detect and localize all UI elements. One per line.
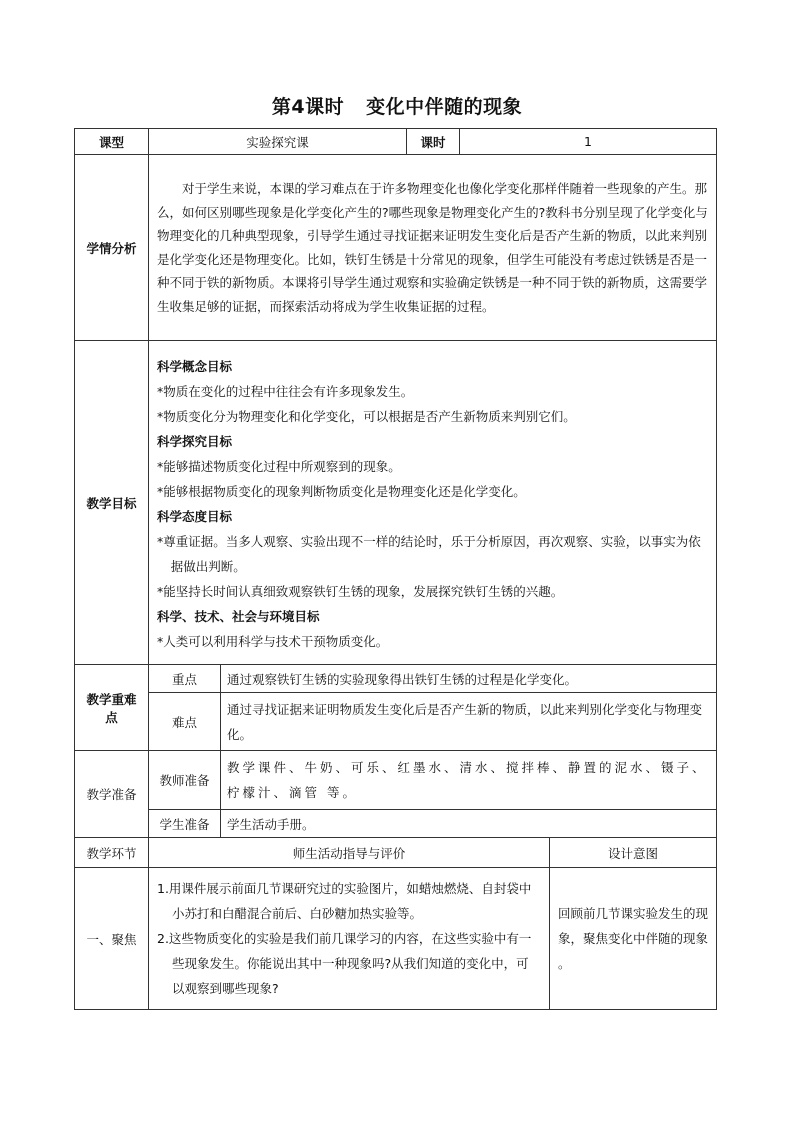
teacher-prep-row xyxy=(75,751,717,810)
process-header-row xyxy=(75,838,717,868)
focus-label: 重点 xyxy=(149,665,221,693)
focus-row xyxy=(75,665,717,693)
step-column-header: 教学环节 xyxy=(75,838,149,868)
page-title xyxy=(0,92,794,119)
step-one-intent: 回顾前几节课实验发生的现象，聚焦变化中伴随的现象 。 xyxy=(550,868,717,1010)
step-one-item-1: 1.用课件展示前面几节课研究过的实验图片，如蜡烛燃烧、自封袋中小苏打和白醋混合前后、白砂糖加热实验等。 xyxy=(157,881,532,921)
lesson-number: 第4课时 xyxy=(271,96,345,118)
difficulty-label: 难点 xyxy=(149,693,221,751)
attitude-goal-1: *尊重证据。当多人观察、实验出现不一样的结论时，乐于分析原因，再次观察、实验，以事实为依据做出判断。 xyxy=(157,533,701,574)
course-hours-value: 1 xyxy=(460,129,717,155)
concept-goal-2: *物质变化分为物理变化和化学变化，可以根据是否产生新物质来判别它们。 xyxy=(157,408,576,424)
course-type-label: 课型 xyxy=(75,129,149,155)
preparation-label: 教学准备 xyxy=(75,751,149,838)
inquiry-goal-title: 科学探究目标 xyxy=(157,433,233,449)
focus-text: 通过观察铁钉生锈的实验现象得出铁钉生锈的过程是化学变化。 xyxy=(221,665,717,693)
student-prep-label: 学生准备 xyxy=(149,810,221,838)
analysis-text: 对于学生来说，本课的学习难点在于许多物理变化也像化学变化那样伴随着一些现象的产生。那么，如何区别哪些现象是化学变化产生的?哪些现象是物理变化产生的?教科书分别呈现了化学变化与物理变化的几种典型现象，引导学生通过寻找证据来证明发生变化后是否产生新的物质，以此来判别是化学变化还是物理变化。比如，铁钉生锈是十分常见的现象，但学生可能没有考虑过铁锈是否是一种不同于铁的新物质。本课将引导学生通过观察和实验确定铁锈是一种不同于铁的新物质，这需要学生收集足够的证据，而探索活动将成为学生收集证据的过程。 xyxy=(149,155,717,341)
difficulty-text: 通过寻找证据来证明物质发生变化后是否产生新的物质，以此来判别化学变化与物理变化。 xyxy=(221,693,717,751)
concept-goal-title: 科学概念目标 xyxy=(157,358,233,374)
analysis-row xyxy=(75,155,717,341)
course-row xyxy=(75,129,717,155)
sts-goal-title: 科学、技术、社会与环境目标 xyxy=(157,608,320,624)
inquiry-goal-1: *能够描述物质变化过程中所观察到的现象。 xyxy=(157,458,401,474)
activity-column-header: 师生活动指导与评价 xyxy=(149,838,550,868)
step-one-row xyxy=(75,868,717,1010)
concept-goal-1: *物质在变化的过程中往往会有许多现象发生。 xyxy=(157,383,414,399)
step-one-item-2: 2.这些物质变化的实验是我们前几课学习的内容，在这些实验中有一些现象发生。你能说出其中一种现象吗?从我们知道的变化中，可以观察到哪些现象? xyxy=(157,931,532,996)
step-one-activities xyxy=(149,868,550,1010)
lesson-plan-table xyxy=(74,128,717,1010)
difficulty-row xyxy=(75,693,717,751)
attitude-goal-2: *能坚持长时间认真细致观察铁钉生锈的现象，发展探究铁钉生锈的兴趣。 xyxy=(157,583,564,599)
goals-content xyxy=(149,341,717,665)
student-prep-row xyxy=(75,810,717,838)
teacher-prep-text: 教学课件、牛奶、可乐、红墨水、清水、搅拌棒、静置的泥水、镊子、柠檬汁、滴管 等。 xyxy=(221,751,717,810)
teacher-prep-label: 教师准备 xyxy=(149,751,221,810)
student-prep-text: 学生活动手册。 xyxy=(221,810,717,838)
goals-row xyxy=(75,341,717,665)
intent-column-header: 设计意图 xyxy=(550,838,717,868)
course-type-value: 实验探究课 xyxy=(149,129,407,155)
analysis-label: 学情分析 xyxy=(75,155,149,341)
step-one-name: 一、聚焦 xyxy=(75,868,149,1010)
attitude-goal-title: 科学态度目标 xyxy=(157,508,233,524)
sts-goal-1: *人类可以利用科学与技术干预物质变化。 xyxy=(157,633,389,649)
lesson-name: 变化中伴随的现象 xyxy=(366,96,523,118)
key-points-label: 教学重难点 xyxy=(75,665,149,751)
inquiry-goal-2: *能够根据物质变化的现象判断物质变化是物理变化还是化学变化。 xyxy=(157,483,526,499)
goals-label: 教学目标 xyxy=(75,341,149,665)
course-hours-label: 课时 xyxy=(407,129,460,155)
